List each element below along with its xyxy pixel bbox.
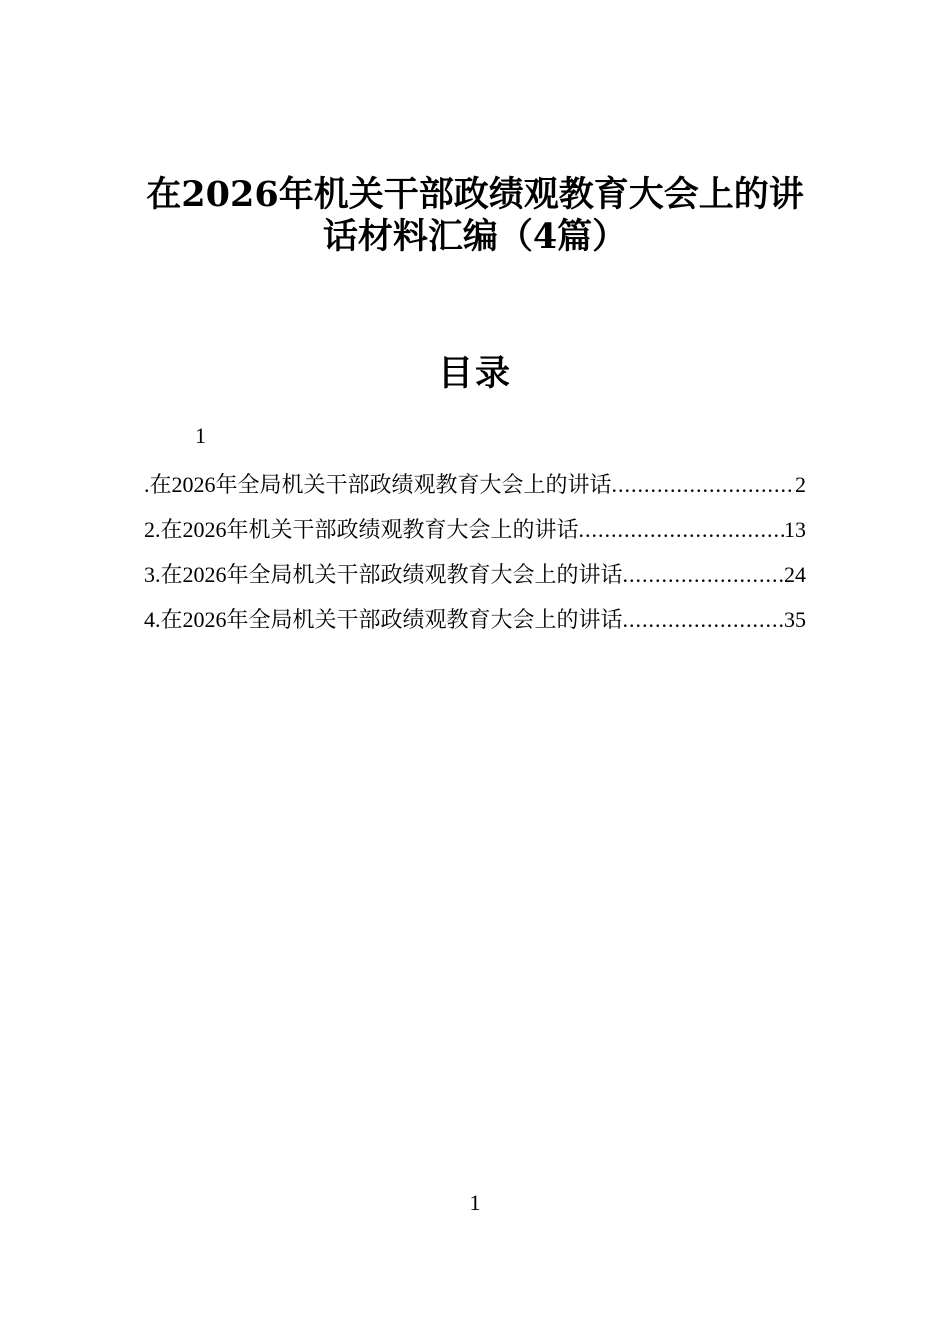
document-title-line-2: 话材料汇编（4篇） (322, 216, 628, 257)
toc-entry-label: 4.在2026年全局机关干部政绩观教育大会上的讲话 (144, 607, 623, 632)
toc-entry-page: 13 (784, 517, 806, 542)
toc-entry-label: 3.在2026年全局机关干部政绩观教育大会上的讲话 (144, 562, 623, 587)
toc-list (144, 462, 806, 642)
toc-entry-4[interactable] (144, 597, 806, 642)
toc-entry-label: .在2026年全局机关干部政绩观教育大会上的讲话 (144, 472, 612, 497)
toc-dot-leader (579, 507, 784, 552)
toc-entry-page: 2 (795, 472, 806, 497)
toc-dot-leader (612, 462, 795, 507)
toc-heading: 目录 (437, 353, 512, 394)
toc-stray-number: 1 (195, 423, 206, 448)
toc-dot-leader (623, 597, 784, 642)
toc-entry-page: 35 (784, 607, 806, 632)
footer-page-number: 1 (469, 1190, 481, 1215)
toc-dot-leader (623, 552, 784, 597)
toc-entry-label: 2.在2026年机关干部政绩观教育大会上的讲话 (144, 517, 579, 542)
document-title-line-1: 在2026年机关干部政绩观教育大会上的讲 (146, 174, 804, 215)
toc-entry-page: 24 (784, 562, 806, 587)
toc-entry-1[interactable] (144, 462, 806, 507)
toc-entry-3[interactable] (144, 552, 806, 597)
toc-entry-2[interactable] (144, 507, 806, 552)
